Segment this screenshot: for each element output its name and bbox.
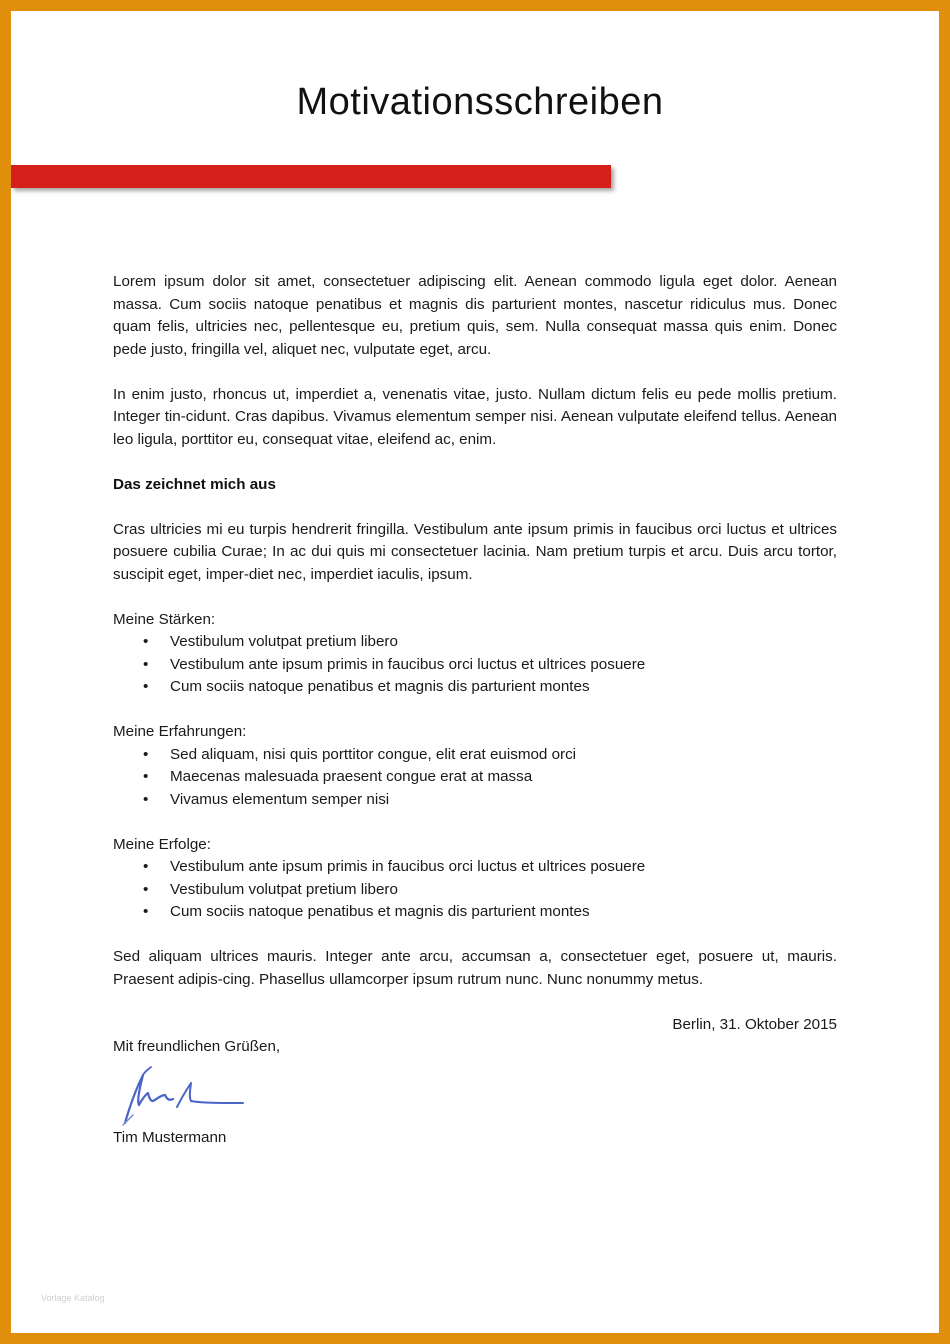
- closing-greeting: Mit freundlichen Grüßen,: [113, 1038, 281, 1055]
- signature-image: [115, 1061, 255, 1127]
- list-item-text: Sed aliquam, nisi quis porttitor congue, elit erat euismod orci: [170, 745, 577, 763]
- paragraph-second: In enim justo, rhoncus ut, imperdiet a, venenatis vitae, justo. Nullam dictum felis eu pede mollis pretium. Integer tin-cidunt. Cras dapibus. Vivamus elementum semper nisi. Aenean vulputate eleifend tellus. Aenean leo ligula, porttitor eu, consequat vitae, eleifend ac, enim.: [113, 385, 837, 448]
- bullet-icon: •: [143, 655, 149, 673]
- strengths-label: Meine Stärken:: [113, 610, 216, 628]
- bullet-icon: •: [143, 880, 149, 898]
- bullet-icon: •: [143, 790, 149, 808]
- list-item-text: Vestibulum volutpat pretium libero: [170, 633, 398, 650]
- paragraph-intro: Lorem ipsum dolor sit amet, consectetuer adipiscing elit. Aenean commodo ligula eget dolor. Aenean massa. Cum sociis natoque penatibus et magnis dis parturient montes, nascetur ridiculus mus. Donec quam felis, ultricies nec, pellentesque eu, pretium quis, sem. Nulla consequat massa quis enim. Donec pede justo, fringilla vel, aliquet nec, vulputate eget, arcu.: [113, 273, 837, 358]
- experience-list: [113, 744, 837, 812]
- achievements-label: Meine Erfolge:: [113, 835, 211, 853]
- achievements-list: [113, 856, 837, 924]
- letter-date: Berlin, 31. Oktober 2015: [672, 1015, 837, 1033]
- list-item: [143, 901, 837, 924]
- list-item-text: Maecenas malesuada praesent congue erat at massa: [170, 768, 533, 785]
- experience-label: Meine Erfahrungen:: [113, 723, 247, 740]
- document-title: Motivationsschreiben: [296, 81, 664, 123]
- list-item: [143, 879, 837, 902]
- paragraph-closing: Sed aliquam ultrices mauris. Integer ante arcu, accumsan a, consectetuer eget, posuere ut, mauris. Praesent adipis-cing. Phasellus ullamcorper ipsum rutrum nunc. Nunc nonummy metus.: [113, 948, 837, 988]
- list-item: [143, 676, 837, 699]
- bullet-icon: •: [143, 768, 149, 785]
- paragraph-third: Cras ultricies mi eu turpis hendrerit fringilla. Vestibulum ante ipsum primis in faucibus orci luctus et ultrices posuere cubilia Curae; In ac dui quis mi consectetuer lacinia. Nam pretium turpis et arcu. Duis arcu tortor, suscipit eget, imper-diet nec, imperdiet iaculis, ipsum.: [113, 520, 837, 583]
- list-item: [143, 631, 837, 654]
- bullet-icon: •: [143, 678, 149, 695]
- list-item-text: Vestibulum ante ipsum primis in faucibus orci luctus et ultrices posuere: [170, 655, 646, 673]
- list-item-text: Vivamus elementum semper nisi: [170, 790, 390, 808]
- strengths-list: [113, 631, 837, 699]
- bullet-icon: •: [143, 745, 149, 763]
- list-item-text: Vestibulum ante ipsum primis in faucibus orci luctus et ultrices posuere: [170, 858, 646, 875]
- section-heading: Das zeichnet mich aus: [113, 475, 276, 493]
- list-item: [143, 856, 837, 879]
- signer-name: Tim Mustermann: [113, 1128, 227, 1146]
- list-item-text: Cum sociis natoque penatibus et magnis dis parturient montes: [170, 903, 590, 920]
- accent-bar: [11, 165, 611, 188]
- list-item: [143, 654, 837, 677]
- watermark-text: Vorlage Katalog: [41, 1293, 105, 1303]
- list-item: [143, 766, 837, 789]
- bullet-icon: •: [143, 858, 149, 875]
- letter-body: [113, 271, 837, 1149]
- list-item: [143, 789, 837, 812]
- list-item: [143, 744, 837, 767]
- list-item-text: Vestibulum volutpat pretium libero: [170, 880, 398, 898]
- list-item-text: Cum sociis natoque penatibus et magnis dis parturient montes: [170, 678, 590, 695]
- bullet-icon: •: [143, 633, 149, 650]
- bullet-icon: •: [143, 903, 149, 920]
- document-page: [11, 11, 939, 1333]
